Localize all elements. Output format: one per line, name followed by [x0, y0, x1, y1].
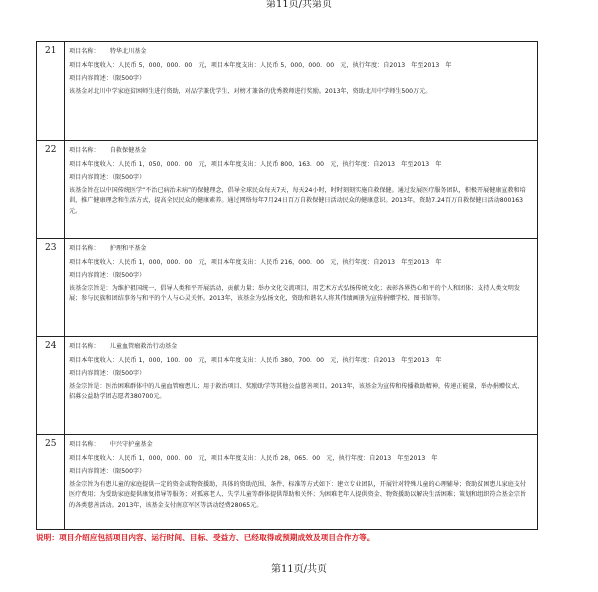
project-name-line — [69, 45, 533, 59]
project-record-row — [37, 239, 538, 337]
project-description: 该基金对北川中学家庭贫困师生进行资助，对品学兼优学生、对榜才兼备的优秀教师进行奖励。2013年，资助北川中学师生500万元。 — [69, 87, 432, 95]
record-number: 23 — [37, 239, 65, 337]
project-record-row — [37, 435, 538, 530]
project-description: 基金宗旨为有患儿童的家庭提供一定的资金或物资援助，具体的资助范围、条件、标准等方式如下：建立专业团队，开展针对特殊儿童的心理辅导；资助贫困患儿家庭支付医疗费用；为受助家庭提供康复指导等服务；对孤寡老人、失学儿童等群体提供帮助和关怀；为困难老年人提供资金、物资援助以解决生活困难；策划和组织符合基金宗旨的各类慈善活动。2013年，该基金支付南京军区等活动经费28065元。 — [69, 480, 527, 509]
project-description: 该基金旨在以中国传统医学“不治已病治未病”的保健理念，倡导全球民众每天7天，每天24小时，时时刻刻实施自救保健。通过发展医疗服务团队，积极开展健康宣教和培训，推广健康理念和生活方式，提高全民民众的健康素养。通过网络每年7月24日百万自救保健日活动民众的健康意识。2013年，资助7.24百万自救保健日活动800163元。 — [69, 186, 526, 215]
income-label: 项目本年度收入： — [69, 258, 119, 266]
expense-label: 项目本年度支出： — [210, 356, 260, 364]
project-name-line — [69, 438, 533, 452]
content-label: 项目内容简述： — [69, 75, 113, 82]
income-label: 项目本年度收入： — [69, 454, 119, 462]
content-summary-line — [69, 367, 533, 381]
income-value: 人民币 1，000，100．00 元， — [118, 356, 211, 364]
income-label: 项目本年度收入： — [69, 356, 119, 364]
page-header: 第11页/共第页 — [265, 0, 333, 10]
project-name-label: 项目名称： — [69, 343, 100, 350]
content-label: 项目内容简述： — [69, 370, 113, 377]
exec-year-label: 执行年度： — [342, 160, 374, 168]
income-value: 人民币 1，000，000．00 元， — [118, 258, 211, 266]
page-footer: 第11页/共页 — [270, 564, 328, 575]
content-label: 项目内容简述： — [69, 272, 113, 279]
project-records-table — [36, 41, 538, 530]
finance-line — [69, 256, 533, 270]
project-name: 中兴守护童基金 — [109, 441, 153, 448]
income-value: 人民币 1，050，000．00 元， — [118, 160, 211, 168]
content-limit: （限500字） — [112, 272, 146, 279]
expense-value: 人民币 28，065．00 元， — [259, 454, 339, 462]
record-number: 22 — [37, 141, 65, 239]
exec-year-label: 执行年度： — [342, 356, 374, 364]
project-name: 自救保健基金 — [109, 147, 147, 154]
exec-year-label: 执行年度： — [338, 454, 370, 462]
income-label: 项目本年度收入： — [69, 160, 119, 168]
income-value: 人民币 5，000，000．00 元， — [118, 61, 211, 69]
exec-year-label: 执行年度： — [352, 61, 384, 69]
record-content — [65, 239, 538, 337]
record-content — [65, 42, 538, 141]
exec-year-value: 自2013 年至2013 年 — [369, 454, 438, 462]
record-number: 21 — [37, 42, 65, 141]
expense-label: 项目本年度支出： — [210, 61, 260, 69]
project-record-row — [37, 337, 538, 435]
content-limit: （限500字） — [112, 75, 146, 82]
content-summary-line — [69, 171, 533, 185]
exec-year-value: 自2013 年至2013 年 — [373, 356, 442, 364]
expense-value: 人民币 5，000，000．00 元， — [259, 61, 353, 69]
expense-value: 人民币 800，163．00 元， — [259, 160, 343, 168]
finance-line — [69, 59, 533, 73]
project-description: 该基金宗旨是：为维护祖国统一、倡导人类和平开展活动，贡献力量；举办文化交流项目，用艺术方式弘扬传统文化；表彰各界热心和平的个人和团体；支持人类文明发展；参与民族和团结事务与和平的个人与心灵关怀。2013年，该基金为弘扬文化，资助和谐名人将其伟绩画册为宣传捐赠学校、图书馆等。 — [69, 284, 520, 302]
record-content — [65, 337, 538, 435]
exec-year-value: 自2013 年至2013 年 — [373, 258, 442, 266]
project-name: 儿童血管瘤救治行动基金 — [109, 343, 178, 350]
expense-label: 项目本年度支出： — [210, 454, 260, 462]
content-summary-line — [69, 72, 533, 86]
explanatory-note: 说明：项目介绍应包括项目内容、运行时间、目标、受益方、已经取得或预期成效及项目合作方等。 — [36, 533, 375, 542]
content-limit: （限500字） — [112, 174, 146, 181]
exec-year-label: 执行年度： — [342, 258, 374, 266]
project-name-label: 项目名称： — [69, 48, 100, 55]
content-label: 项目内容简述： — [69, 174, 113, 181]
exec-year-value: 自2013 年至2013 年 — [373, 160, 442, 168]
project-record-row — [37, 141, 538, 239]
expense-value: 人民币 216，000．00 元， — [259, 258, 343, 266]
income-label: 项目本年度收入： — [69, 61, 119, 69]
record-content — [65, 435, 538, 530]
project-description: 基金宗旨是：医治困难群体中的儿童血管瘤患儿；用于救治项目、奖励助学等其他公益慈善项目。2013年，该基金为宣传和传播救助精神，传递正能量，举办捐赠仪式、招募公益助学团志愿者380700元。 — [69, 382, 524, 400]
finance-line — [69, 158, 533, 172]
content-summary-line — [69, 269, 533, 283]
income-value: 人民币 1，000，000．00 元， — [118, 454, 211, 462]
content-summary-line — [69, 465, 533, 479]
finance-line — [69, 354, 533, 368]
content-limit: （限500字） — [112, 468, 146, 475]
content-label: 项目内容简述： — [69, 468, 113, 475]
content-limit: （限500字） — [112, 370, 146, 377]
finance-line — [69, 452, 533, 466]
expense-label: 项目本年度支出： — [210, 160, 260, 168]
record-number: 24 — [37, 337, 65, 435]
record-content — [65, 141, 538, 239]
project-name-label: 项目名称： — [69, 441, 100, 448]
exec-year-value: 自2013 年至2013 年 — [383, 61, 452, 69]
project-name-line — [69, 144, 533, 158]
project-name: 护理和平基金 — [109, 245, 147, 252]
project-name-line — [69, 340, 533, 354]
record-number: 25 — [37, 435, 65, 530]
expense-value: 人民币 380，700．00 元， — [259, 356, 343, 364]
project-record-row — [37, 42, 538, 141]
project-name: 特华北川基金 — [109, 48, 147, 55]
project-name-label: 项目名称： — [69, 147, 100, 154]
project-name-label: 项目名称： — [69, 245, 100, 252]
expense-label: 项目本年度支出： — [210, 258, 260, 266]
project-name-line — [69, 242, 533, 256]
